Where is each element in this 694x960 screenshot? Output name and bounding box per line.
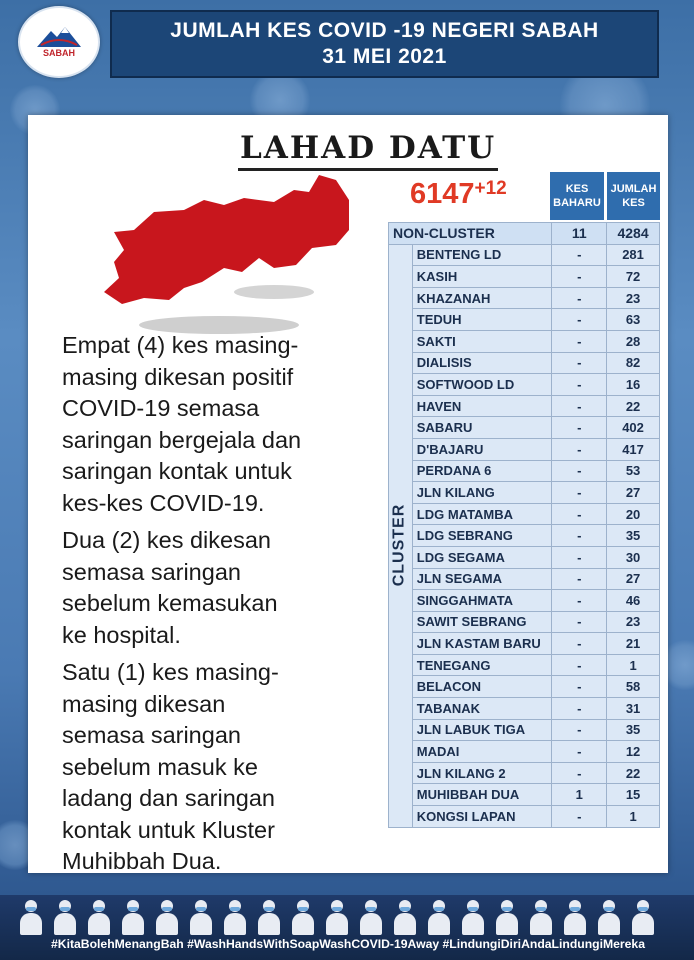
row-name: KONGSI LAPAN <box>412 806 552 828</box>
row-new: - <box>552 460 607 482</box>
row-new: - <box>552 395 607 417</box>
row-new: - <box>552 762 607 784</box>
table-row <box>389 395 660 417</box>
table-row <box>389 374 660 396</box>
table-row <box>389 287 660 309</box>
people-illustration <box>16 896 658 938</box>
person-icon <box>322 896 352 936</box>
person-icon <box>118 896 148 936</box>
table-row <box>389 266 660 288</box>
row-total: 35 <box>607 719 660 741</box>
row-new: - <box>552 330 607 352</box>
row-total: 15 <box>607 784 660 806</box>
description-text <box>62 330 392 884</box>
person-icon <box>50 896 80 936</box>
row-total: 82 <box>607 352 660 374</box>
row-new: - <box>552 698 607 720</box>
row-new: - <box>552 546 607 568</box>
row-total: 27 <box>607 568 660 590</box>
table-row <box>389 503 660 525</box>
table-row <box>389 676 660 698</box>
row-name: MUHIBBAH DUA <box>412 784 552 806</box>
row-total: 20 <box>607 503 660 525</box>
table-row <box>389 741 660 763</box>
table-row <box>389 698 660 720</box>
person-icon <box>220 896 250 936</box>
table-row <box>389 244 660 266</box>
table-row <box>389 654 660 676</box>
row-total: 1 <box>607 806 660 828</box>
row-new: - <box>552 676 607 698</box>
description-paragraph: Empat (4) kes masing- masing dikesan positif COVID-19 semasa saringan bergejala dan saringan kontak untuk kes-kes COVID-19. <box>62 332 302 516</box>
cases-table <box>388 222 660 828</box>
person-icon <box>492 896 522 936</box>
row-total: 22 <box>607 395 660 417</box>
row-name: BELACON <box>412 676 552 698</box>
row-total: 46 <box>607 590 660 612</box>
row-total: 1 <box>607 654 660 676</box>
row-name: JLN SEGAMA <box>412 568 552 590</box>
row-total: 58 <box>607 676 660 698</box>
row-name: JLN KILANG 2 <box>412 762 552 784</box>
table-row <box>389 762 660 784</box>
header-title-box <box>110 10 659 78</box>
row-total: 23 <box>607 611 660 633</box>
row-new: - <box>552 611 607 633</box>
row-new: - <box>552 438 607 460</box>
hashtags: #KitaBolehMenangBah #WashHandsWithSoapWashCOVID-19Away #LindungiDiriAndaLindungiMereka <box>51 937 645 951</box>
table-row <box>389 590 660 612</box>
row-total: 402 <box>607 417 660 439</box>
row-name: MADAI <box>412 741 552 763</box>
table-row <box>389 460 660 482</box>
row-total: 31 <box>607 698 660 720</box>
row-new: - <box>552 352 607 374</box>
person-icon <box>356 896 386 936</box>
person-icon <box>560 896 590 936</box>
row-total: 417 <box>607 438 660 460</box>
row-total: 281 <box>607 244 660 266</box>
row-name: HAVEN <box>412 395 552 417</box>
row-name: TABANAK <box>412 698 552 720</box>
row-total: 72 <box>607 266 660 288</box>
row-name: SINGGAHMATA <box>412 590 552 612</box>
person-icon <box>288 896 318 936</box>
person-icon <box>254 896 284 936</box>
row-name: TEDUH <box>412 309 552 331</box>
table-row <box>389 546 660 568</box>
row-name: SABARU <box>412 417 552 439</box>
row-total: 28 <box>607 330 660 352</box>
district-title: LAHAD DATU <box>238 130 498 171</box>
row-name: SOFTWOOD LD <box>412 374 552 396</box>
sabah-logo <box>18 6 100 78</box>
row-name: JLN LABUK TIGA <box>412 719 552 741</box>
row-name: TENEGANG <box>412 654 552 676</box>
row-new: - <box>552 719 607 741</box>
person-icon <box>594 896 624 936</box>
table-row <box>389 309 660 331</box>
row-name: SAKTI <box>412 330 552 352</box>
row-total: 4284 <box>607 223 660 245</box>
table-row <box>389 352 660 374</box>
row-name: BENTENG LD <box>412 244 552 266</box>
row-total: 21 <box>607 633 660 655</box>
row-total: 63 <box>607 309 660 331</box>
row-total: 23 <box>607 287 660 309</box>
column-header-new: KES BAHARU <box>550 172 604 220</box>
person-icon <box>152 896 182 936</box>
row-new: 1 <box>552 784 607 806</box>
row-new: - <box>552 417 607 439</box>
total-cases <box>410 178 507 211</box>
district-map-icon <box>74 170 364 340</box>
row-new: - <box>552 568 607 590</box>
person-icon <box>424 896 454 936</box>
row-new: - <box>552 654 607 676</box>
row-new: - <box>552 525 607 547</box>
table-row <box>389 784 660 806</box>
row-name: PERDANA 6 <box>412 460 552 482</box>
row-new: - <box>552 590 607 612</box>
row-new: - <box>552 482 607 504</box>
row-name: LDG MATAMBA <box>412 503 552 525</box>
person-icon <box>628 896 658 936</box>
row-total: 27 <box>607 482 660 504</box>
table-row <box>389 525 660 547</box>
report-date: 31 MEI 2021 <box>322 45 447 68</box>
row-name: KASIH <box>412 266 552 288</box>
row-new: - <box>552 244 607 266</box>
table-row <box>389 568 660 590</box>
page-title: JUMLAH KES COVID -19 NEGERI SABAH <box>170 19 599 42</box>
row-total: 16 <box>607 374 660 396</box>
description-paragraph: Dua (2) kes dikesan semasa saringan sebelum kemasukan ke hospital. <box>62 527 278 648</box>
table-row <box>389 482 660 504</box>
person-icon <box>390 896 420 936</box>
row-name: D'BAJARU <box>412 438 552 460</box>
person-icon <box>186 896 216 936</box>
table-row <box>389 330 660 352</box>
cluster-label: CLUSTER <box>390 503 407 587</box>
row-name: SAWIT SEBRANG <box>412 611 552 633</box>
person-icon <box>16 896 46 936</box>
row-name: JLN KILANG <box>412 482 552 504</box>
table-row <box>389 806 660 828</box>
person-icon <box>458 896 488 936</box>
mountain-logo-icon <box>37 27 81 47</box>
row-name: KHAZANAH <box>412 287 552 309</box>
row-name: LDG SEGAMA <box>412 546 552 568</box>
row-total: 22 <box>607 762 660 784</box>
row-name: LDG SEBRANG <box>412 525 552 547</box>
row-total: 53 <box>607 460 660 482</box>
new-cases-increase: +12 <box>474 177 507 199</box>
row-name: JLN KASTAM BARU <box>412 633 552 655</box>
row-new: - <box>552 503 607 525</box>
row-new: - <box>552 741 607 763</box>
table-row <box>389 719 660 741</box>
table-row <box>389 438 660 460</box>
row-name: NON-CLUSTER <box>389 223 552 245</box>
row-total: 30 <box>607 546 660 568</box>
row-new: - <box>552 806 607 828</box>
total-cases-number: 6147 <box>410 178 475 210</box>
row-total: 35 <box>607 525 660 547</box>
row-total: 12 <box>607 741 660 763</box>
row-name: DIALISIS <box>412 352 552 374</box>
column-header-total: JUMLAH KES <box>607 172 660 220</box>
table-row <box>389 417 660 439</box>
table-row-non-cluster <box>389 223 660 245</box>
row-new: - <box>552 287 607 309</box>
logo-text: SABAH <box>42 47 75 58</box>
row-new: 11 <box>552 223 607 245</box>
table-row <box>389 611 660 633</box>
person-icon <box>84 896 114 936</box>
row-new: - <box>552 266 607 288</box>
row-new: - <box>552 309 607 331</box>
table-row <box>389 633 660 655</box>
row-new: - <box>552 374 607 396</box>
row-new: - <box>552 633 607 655</box>
person-icon <box>526 896 556 936</box>
description-paragraph: Satu (1) kes masing- masing dikesan semasa saringan sebelum masuk ke ladang dan saringan kontak untuk Kluster Muhibbah Dua. <box>62 659 279 874</box>
